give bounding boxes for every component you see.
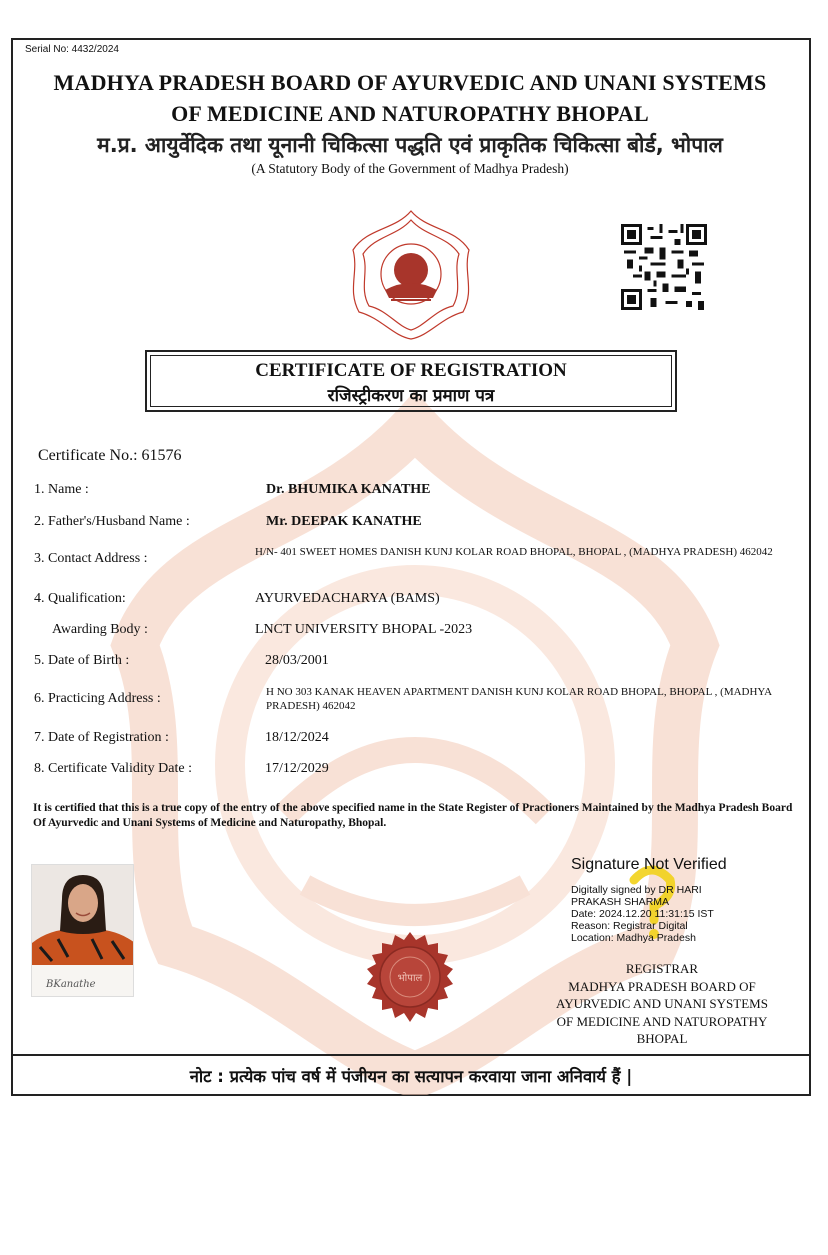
certificate-number: Certificate No.: 61576 <box>38 447 182 464</box>
certificate-title-box <box>145 350 677 412</box>
signature-reason: Reason: Registrar Digital <box>571 920 688 932</box>
qr-code <box>621 224 707 310</box>
verification-note: नोट : प्रत्येक पांच वर्ष में पंजीयन का सत्यापन करवाया जाना अनिवार्य हैं | <box>189 1067 633 1086</box>
certificate-title: CERTIFICATE OF REGISTRATION <box>255 360 567 381</box>
field-label-contact-address: 3. Contact Address : <box>34 551 148 566</box>
serial-number: Serial No: 4432/2024 <box>25 44 119 55</box>
field-value-validity-date: 17/12/2029 <box>265 761 329 776</box>
field-label-name: 1. Name : <box>34 482 89 497</box>
board-emblem-logo <box>345 208 477 342</box>
holder-signature: BKanathe <box>46 979 96 990</box>
registrar-board-line2: AYURVEDIC AND UNANI SYSTEMS <box>556 996 768 1011</box>
signature-location: Location: Madhya Pradesh <box>571 932 696 944</box>
field-label-date-of-birth: 5. Date of Birth : <box>34 653 130 668</box>
board-name-line-2: OF MEDICINE AND NATUROPATHY BHOPAL <box>171 101 649 126</box>
registrar-board-line3: OF MEDICINE AND NATUROPATHY <box>556 1013 768 1029</box>
signature-status: Signature Not Verified <box>571 856 727 873</box>
field-label-awarding-body: Awarding Body : <box>52 622 148 637</box>
field-label-practicing-address: 6. Practicing Address : <box>34 691 161 706</box>
field-value-name: Dr. BHUMIKA KANATHE <box>266 482 431 497</box>
registrar-board-line1: MADHYA PRADESH BOARD OF <box>568 978 756 994</box>
field-value-practicing-address: H NO 303 KANAK HEAVEN APARTMENT DANISH KUNJ KOLAR ROAD BHOPAL, BHOPAL , (MADHYA PRADESH) 462042 <box>266 686 772 712</box>
field-value-contact-address: H/N- 401 SWEET HOMES DANISH KUNJ KOLAR ROAD BHOPAL, BHOPAL , (MADHYA PRADESH) 462042 <box>255 546 773 558</box>
field-value-qualification: AYURVEDACHARYA (BAMS) <box>255 591 440 606</box>
certification-declaration: It is certified that this is a true copy of the entry of the above specified name in the State Register of Practioners Maintained by the Madhya Pradesh Board Of Ayurvedic and Unani Systems of Medicine and Naturopathy, Bhopal. <box>33 802 793 829</box>
holder-photo <box>31 864 134 997</box>
field-label-father-husband: 2. Father's/Husband Name : <box>34 514 190 529</box>
seal-text: भोपाल <box>397 973 423 984</box>
certificate-title-hindi: रजिस्ट्रीकरण का प्रमाण पत्र <box>327 386 495 406</box>
signature-date: Date: 2024.12.20 11:31:15 IST <box>571 908 714 920</box>
board-name-hindi: म.प्र. आयुर्वेदिक तथा यूनानी चिकित्सा पद्धति एवं प्राकृतिक चिकित्सा बोर्ड, भोपाल <box>97 133 723 157</box>
registrar-title: REGISTRAR <box>625 961 699 976</box>
board-seal <box>362 930 458 1026</box>
registrar-board-line4: BHOPAL <box>636 1031 688 1046</box>
statutory-subtitle: (A Statutory Body of the Government of Madhya Pradesh) <box>251 161 569 176</box>
field-value-awarding-body: LNCT UNIVERSITY BHOPAL -2023 <box>255 622 473 637</box>
field-label-date-of-registration: 7. Date of Registration : <box>34 730 169 745</box>
field-value-date-of-registration: 18/12/2024 <box>265 730 329 745</box>
board-name-line-1: MADHYA PRADESH BOARD OF AYURVEDIC AND UNANI SYSTEMS <box>53 70 767 95</box>
field-label-qualification: 4. Qualification: <box>34 591 126 606</box>
field-value-father-husband: Mr. DEEPAK KANATHE <box>266 514 422 529</box>
field-value-date-of-birth: 28/03/2001 <box>265 653 329 668</box>
holder-photo-image <box>32 865 134 997</box>
signature-signer-line2: PRAKASH SHARMA <box>571 896 670 908</box>
signature-signer-line1: Digitally signed by DR HARI <box>571 884 702 896</box>
field-label-validity-date: 8. Certificate Validity Date : <box>34 761 192 776</box>
note-divider <box>11 1054 811 1056</box>
